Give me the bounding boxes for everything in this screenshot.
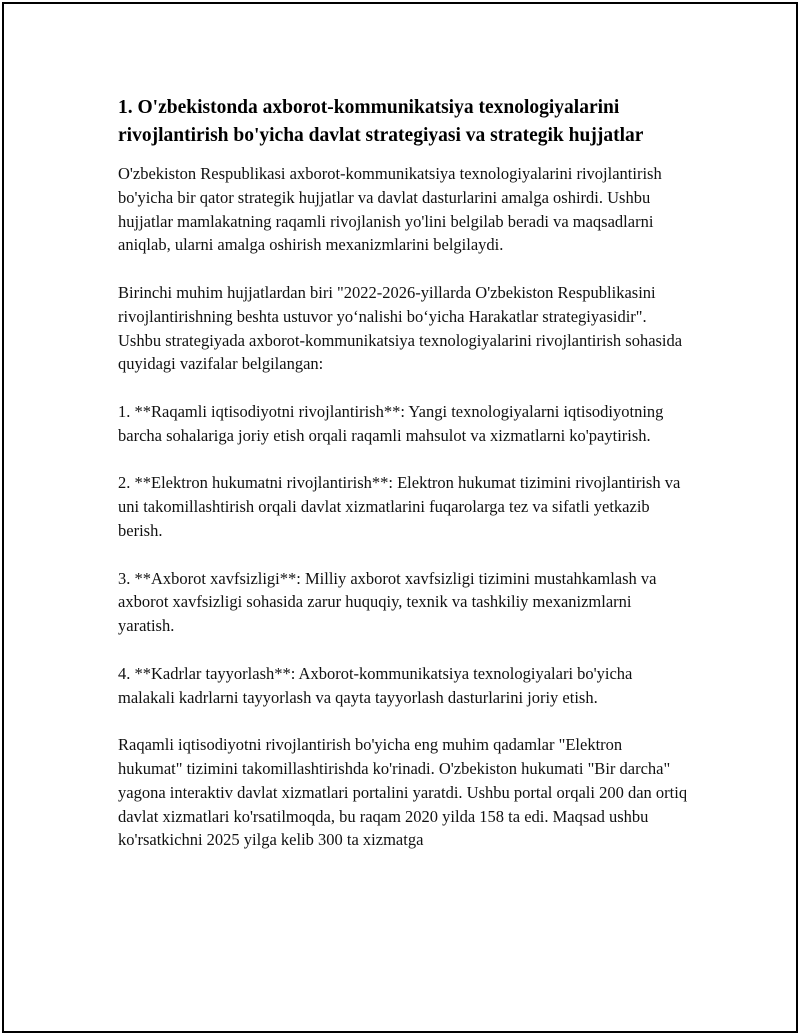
list-item-information-security: 3. **Axborot xavfsizligi**: Milliy axborot xavfsizligi tizimini mustahkamlash va axborot xavfsizligi sohasida zarur huquqiy, texnik va tashkiliy mexanizmlarni yaratish. xyxy=(118,568,657,636)
list-item-e-government: 2. **Elektron hukumatni rivojlantirish**: Elektron hukumat tizimini rivojlantirish va uni takomillashtirish orqali davlat xizmatlarini fuqarolarga tez va sifatli yetkazib berish. xyxy=(118,473,681,540)
document-body xyxy=(118,94,688,876)
list-item-personnel-training: 4. **Kadrlar tayyorlash**: Axborot-kommunikatsiya texnologiyalari bo'yicha malakali kadrlarni tayyorlash va qayta tayyorlash dasturlarini joriy etish. xyxy=(118,663,633,707)
paragraph-intro: O'zbekiston Respublikasi axborot-kommunikatsiya texnologiyalarini rivojlantirish bo'yicha bir qator strategik hujjatlar va davlat dasturlarini amalga oshirdi. Ushbu hujjatlar mamlakatning raqamli rivojlanish yo'lini belgilab beradi va maqsadlarni aniqlab, ularni amalga oshirish mexanizmlarini belgilaydi. xyxy=(118,164,662,255)
section-heading: 1. O'zbekistonda axborot-kommunikatsiya texnologiyalarini rivojlantirish bo'yicha davlat strategiyasi va strategik hujjatlar xyxy=(118,97,644,146)
paragraph-strategy: Birinchi muhim hujjatlardan biri "2022-2026-yillarda O'zbekiston Respublikasini rivojlantirishning beshta ustuvor yo‘nalishi bo‘yicha Harakatlar strategiyasidir". Ushbu strategiyada axborot-kommunikatsiya texnologiyalarini rivojlantirish sohasida quyidagi vazifalar belgilangan: xyxy=(118,282,683,374)
list-item-digital-economy: 1. **Raqamli iqtisodiyotni rivojlantirish**: Yangi texnologiyalarni iqtisodiyotning barcha sohalariga joriy etish orqali raqamli mahsulot va xizmatlarni ko'paytirish. xyxy=(118,401,664,445)
paragraph-e-government-portal: Raqamli iqtisodiyotni rivojlantirish bo'yicha eng muhim qadamlar "Elektron hukumat" tizimini takomillashtirishda ko'rinadi. O'zbekiston hukumati "Bir darcha" yagona interaktiv davlat xizmatlari portalini yaratdi. Ushbu portal orqali 200 dan ortiq davlat xizmatlari ko'rsatilmoqda, bu raqam 2020 yilda 158 ta edi. Maqsad ushbu ko'rsatkichni 2025 yilga kelib 300 ta xizmatga xyxy=(118,735,688,850)
